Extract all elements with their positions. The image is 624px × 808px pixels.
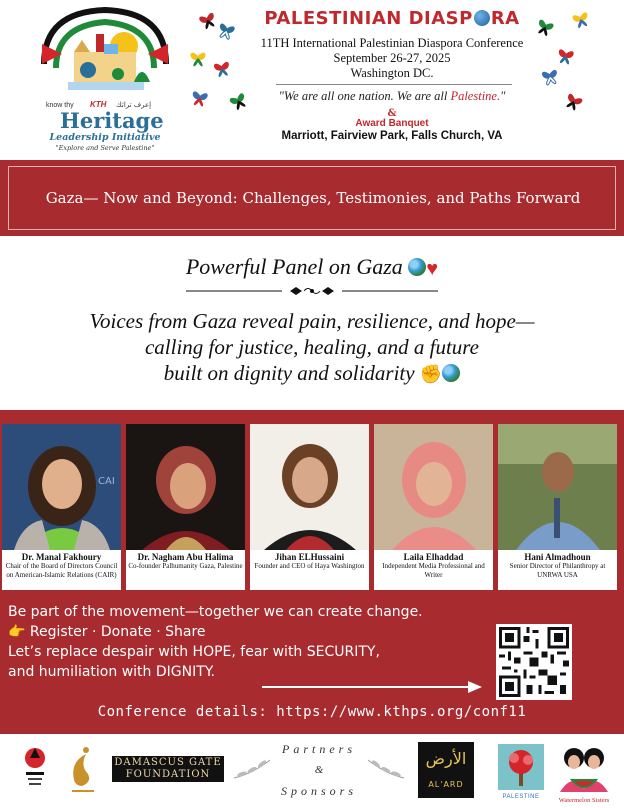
svg-text:CAI: CAI bbox=[98, 476, 115, 487]
damascus-gate-line2: FOUNDATION bbox=[125, 769, 211, 780]
sponsors-bar bbox=[0, 734, 624, 808]
speaker-role: Founder and CEO of Haya Washington bbox=[254, 562, 365, 570]
speaker-card bbox=[374, 424, 493, 590]
watermelon-sisters-text: Watermelon Sisters bbox=[558, 797, 610, 804]
cta-line1: Be part of the movement—together we can create change. bbox=[8, 604, 423, 620]
speaker-name: Jihan ELHussaini bbox=[274, 552, 345, 562]
palestine-sponsor-logo bbox=[494, 740, 548, 802]
partners-sponsors-label bbox=[232, 738, 406, 804]
speaker-caption bbox=[2, 550, 121, 590]
conference-title-part2: RA bbox=[490, 8, 520, 29]
logo-tagline: "Explore and Serve Palestine" bbox=[55, 144, 155, 152]
speaker-card bbox=[2, 424, 121, 590]
cta-line2 bbox=[8, 624, 206, 640]
globe-icon bbox=[408, 258, 426, 276]
sponsors-text: Sponsors bbox=[280, 784, 357, 798]
laurel-right-icon bbox=[366, 756, 406, 780]
header-divider bbox=[276, 84, 512, 85]
speaker-role: Chair of the Board of Directors Council on American-Islamic Relations (CAIR) bbox=[5, 562, 118, 579]
sponsor-logo-2-icon bbox=[66, 740, 100, 800]
palestine-tree-icon bbox=[494, 740, 548, 794]
speaker-portrait-icon bbox=[250, 424, 369, 550]
butterflies-right-icon bbox=[534, 6, 604, 126]
panel-desc-line3-wrap bbox=[0, 360, 624, 387]
speakers-band bbox=[0, 410, 624, 594]
conference-dates: September 26-27, 2025 bbox=[333, 51, 451, 65]
topic-frame bbox=[8, 166, 616, 230]
speaker-photo bbox=[374, 424, 493, 550]
conference-details-link[interactable]: Conference details: https://www.kthps.org/conf11 bbox=[97, 704, 527, 720]
call-to-action bbox=[0, 594, 624, 734]
cta-line3: Let’s replace despair with HOPE, fear with SECURITY, bbox=[8, 644, 380, 660]
quote-end: " bbox=[500, 89, 506, 103]
sponsor-logo-1-icon bbox=[20, 740, 50, 800]
conference-title bbox=[232, 8, 552, 29]
speaker-name: Dr. Manal Fakhoury bbox=[21, 552, 102, 562]
panel-description bbox=[0, 308, 624, 387]
panel-desc-line1: Voices from Gaza reveal pain, resilience, and hope— bbox=[89, 309, 535, 333]
speaker-card bbox=[498, 424, 617, 590]
quote-highlight: Palestine. bbox=[450, 89, 501, 103]
partners-text: Partners bbox=[282, 742, 356, 756]
topic-band bbox=[0, 160, 624, 236]
pointing-hand-icon: 👉 bbox=[8, 624, 26, 640]
qr-code[interactable] bbox=[496, 624, 572, 700]
speaker-role: Co-founder Palhumanity Gaza, Palestine bbox=[128, 562, 243, 570]
conference-city: Washington DC. bbox=[350, 66, 434, 80]
cta-actions: Register · Donate · Share bbox=[25, 624, 206, 640]
broken-heart-icon: ♥ bbox=[426, 258, 439, 280]
panel-title-text: Powerful Panel on Gaza bbox=[185, 254, 403, 279]
conference-subtitle: 11TH International Palestinian Diaspora Conference bbox=[260, 36, 524, 50]
watermelon-sisters-logo bbox=[552, 740, 616, 804]
globe-icon bbox=[474, 10, 490, 26]
conference-title-part1: PALESTINIAN DIASP bbox=[264, 8, 473, 29]
globe-icon bbox=[442, 364, 460, 382]
ornamental-divider bbox=[186, 284, 438, 298]
speaker-photo bbox=[126, 424, 245, 550]
cta-line4: and humiliation with DIGNITY. bbox=[8, 664, 215, 680]
speaker-portrait-icon bbox=[2, 424, 121, 550]
alard-logo bbox=[418, 742, 474, 798]
alard-english: AL'ARD bbox=[428, 780, 464, 789]
damascus-gate-line1: DAMASCUS GATE bbox=[114, 757, 222, 768]
panel-desc-line2: calling for justice, healing, and a future bbox=[144, 335, 480, 359]
speaker-photo bbox=[250, 424, 369, 550]
speaker-caption bbox=[498, 550, 617, 590]
speaker-role: Independent Media Professional and Writer bbox=[382, 562, 485, 579]
logo-know-thy: know thy bbox=[46, 102, 74, 109]
header bbox=[0, 0, 624, 160]
speaker-card bbox=[126, 424, 245, 590]
panel-title bbox=[0, 254, 624, 281]
speaker-role: Senior Director of Philanthropy at UNRWA USA bbox=[509, 562, 606, 579]
speaker-portrait-icon bbox=[126, 424, 245, 550]
speaker-portrait-icon bbox=[498, 424, 617, 550]
speaker-caption bbox=[374, 550, 493, 590]
watermelon-sisters-icon bbox=[552, 740, 616, 796]
partners-ampersand: & bbox=[314, 764, 324, 776]
logo-leadership: Leadership Initiative bbox=[49, 132, 161, 143]
damascus-gate-foundation-logo bbox=[112, 756, 224, 782]
conference-quote bbox=[232, 89, 552, 104]
speaker-name: Hani Almadhoun bbox=[524, 552, 591, 562]
logo-kth: KTH bbox=[90, 100, 107, 109]
banquet-ampersand: & bbox=[387, 108, 397, 119]
banquet-venue: Marriott, Fairview Park, Falls Church, VA bbox=[281, 130, 503, 142]
heritage-logo-art bbox=[38, 4, 172, 100]
alard-arabic: الأرض bbox=[425, 749, 467, 768]
award-banquet: Award Banquet bbox=[355, 118, 429, 129]
arrow-right-icon bbox=[262, 680, 484, 694]
speaker-photo bbox=[498, 424, 617, 550]
topic-title: Gaza— Now and Beyond: Challenges, Testimonies, and Paths Forward bbox=[45, 189, 581, 207]
speaker-card bbox=[250, 424, 369, 590]
speaker-photo bbox=[2, 424, 121, 550]
speaker-portrait-icon bbox=[374, 424, 493, 550]
palestine-logo-text: PALESTINE bbox=[502, 794, 540, 800]
speaker-caption bbox=[126, 550, 245, 590]
speaker-name: Laila Elhaddad bbox=[403, 552, 464, 562]
logo-arabic: إعرف تراثك bbox=[116, 101, 152, 109]
speaker-name: Dr. Nagham Abu Halima bbox=[137, 552, 234, 562]
raised-fist-icon: ✊ bbox=[419, 364, 443, 384]
speaker-caption bbox=[250, 550, 369, 590]
logo-heritage: Heritage bbox=[60, 108, 164, 133]
quote-main: "We are all one nation. We are all bbox=[278, 89, 451, 103]
panel-desc-line3: built on dignity and solidarity bbox=[163, 361, 415, 385]
heritage-logo bbox=[38, 4, 172, 152]
